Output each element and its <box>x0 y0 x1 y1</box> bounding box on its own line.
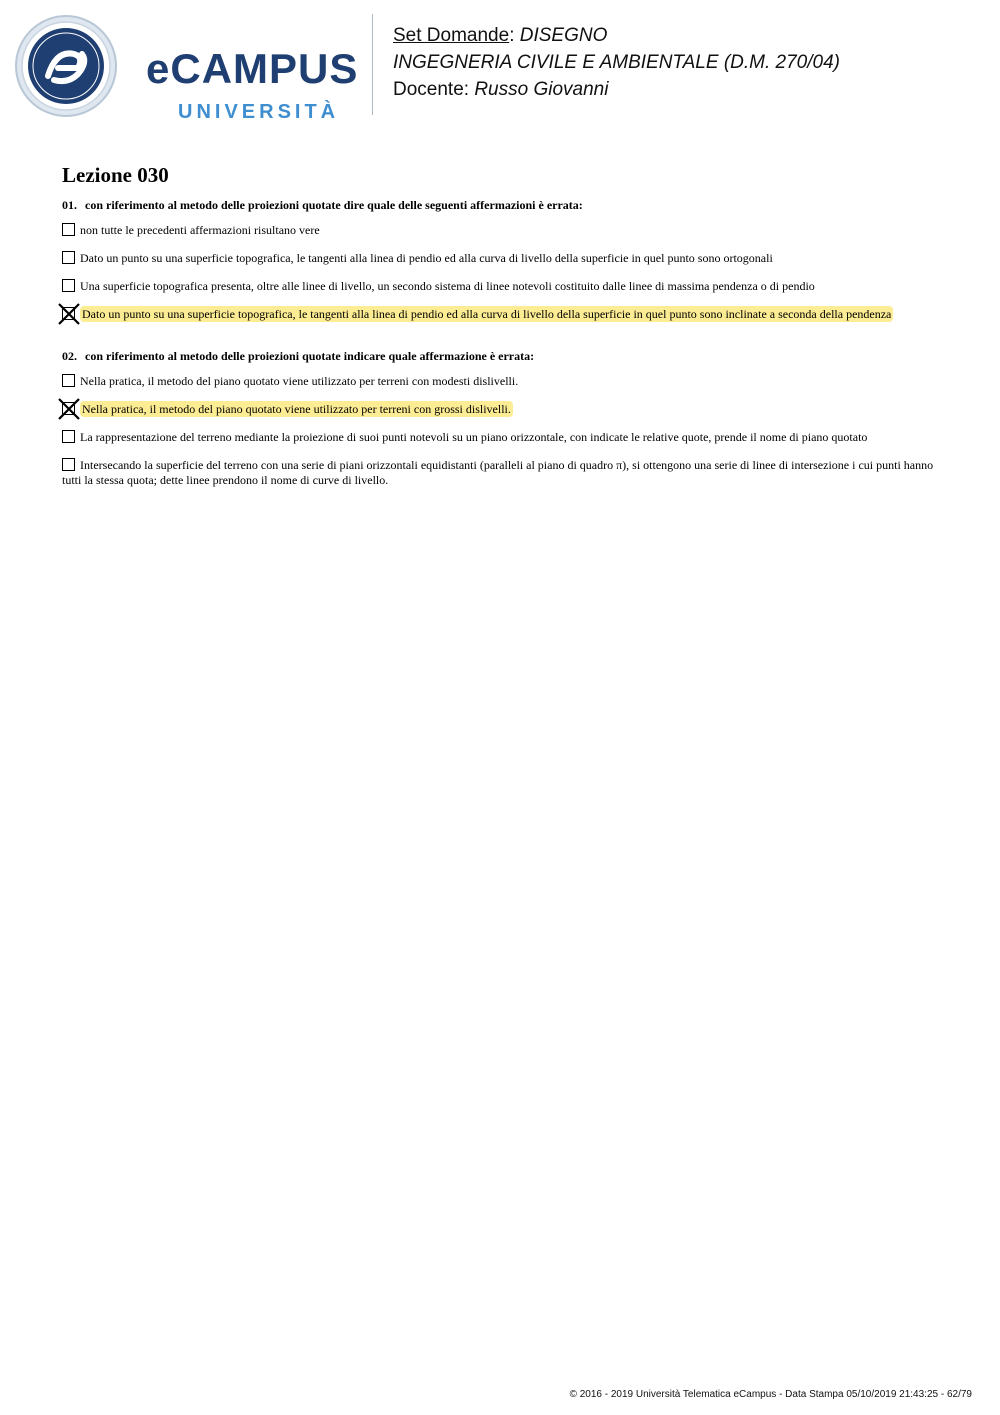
ecampus-seal-icon <box>14 14 130 118</box>
checkbox[interactable] <box>62 374 75 387</box>
question-2 <box>62 349 942 501</box>
question-1 <box>62 198 942 335</box>
answer-option[interactable] <box>62 251 942 266</box>
set-separator: : <box>509 25 520 46</box>
question-number: 02. <box>62 349 77 363</box>
teacher-name: Russo Giovanni <box>474 79 609 100</box>
set-value: DISEGNO <box>519 25 608 46</box>
answer-text: La rappresentazione del terreno mediante la proiezione di suoi punti notevoli su un piano orizzontale, con indicate le relative quote, prende il nome di piano quotato <box>80 430 868 444</box>
answer-text: non tutte le precedenti affermazioni risultano vere <box>80 223 320 237</box>
answer-text: Intersecando la superficie del terreno con una serie di piani orizzontali equidistanti (paralleli al piano di quadro π), si ottengono una serie di linee di intersezione i cui punti hanno tutti la stessa quota; dette linee prendono il nome di curve di livello. <box>62 458 934 487</box>
question-number: 01. <box>62 198 77 212</box>
answer-text: Nella pratica, il metodo del piano quotato viene utilizzato per terreni con modesti dislivelli. <box>80 374 519 388</box>
question-prompt: con riferimento al metodo delle proiezioni quotate indicare quale affermazione è errata: <box>85 349 535 363</box>
teacher-line <box>393 76 840 103</box>
set-line <box>393 22 840 49</box>
checkbox[interactable] <box>62 430 75 443</box>
logo-brand-text: eCAMPUS <box>146 45 359 92</box>
cross-mark-icon <box>56 396 82 422</box>
answer-option[interactable] <box>62 223 942 238</box>
teacher-label: Docente: <box>393 79 475 100</box>
page-footer: © 2016 - 2019 Università Telematica eCampus - Data Stampa 05/10/2019 21:43:25 - 62/79 <box>569 1389 972 1400</box>
logo-sub-text: UNIVERSITÀ <box>178 101 340 123</box>
lesson-title: Lezione 030 <box>62 163 169 187</box>
answer-option-selected[interactable] <box>62 307 942 322</box>
set-label: Set Domande <box>393 25 510 46</box>
answer-option[interactable] <box>62 458 942 488</box>
answer-option[interactable] <box>62 279 942 294</box>
checkbox[interactable] <box>62 223 75 236</box>
course-name: INGEGNERIA CIVILE E AMBIENTALE (D.M. 270/04) <box>393 52 840 73</box>
question-text <box>62 198 942 213</box>
answer-text-highlighted: Nella pratica, il metodo del piano quotato viene utilizzato per terreni con grossi dislivelli. <box>82 402 511 416</box>
checkbox[interactable] <box>62 458 75 471</box>
ecampus-logo <box>14 14 359 123</box>
question-text <box>62 349 942 364</box>
answer-text: Una superficie topografica presenta, oltre alle linee di livello, un secondo sistema di linee notevoli costituito dalle linee di massima pendenza o di pendio <box>80 279 815 293</box>
answer-option-selected[interactable] <box>62 402 942 417</box>
answer-text-highlighted: Dato un punto su una superficie topografica, le tangenti alla linea di pendio ed alla curva di livello della superficie in quel punto sono inclinate a seconda della pendenza <box>82 307 892 321</box>
cross-mark-icon <box>56 301 82 327</box>
answer-text: Dato un punto su una superficie topografica, le tangenti alla linea di pendio ed alla curva di livello della superficie in quel punto sono ortogonali <box>80 251 773 265</box>
checkbox[interactable] <box>62 251 75 264</box>
answer-option[interactable] <box>62 374 942 389</box>
checkbox[interactable] <box>62 279 75 292</box>
answer-option[interactable] <box>62 430 942 445</box>
header-divider <box>372 14 373 115</box>
question-prompt: con riferimento al metodo delle proiezioni quotate dire quale delle seguenti affermazioni è errata: <box>85 198 583 212</box>
header-info <box>393 22 840 103</box>
